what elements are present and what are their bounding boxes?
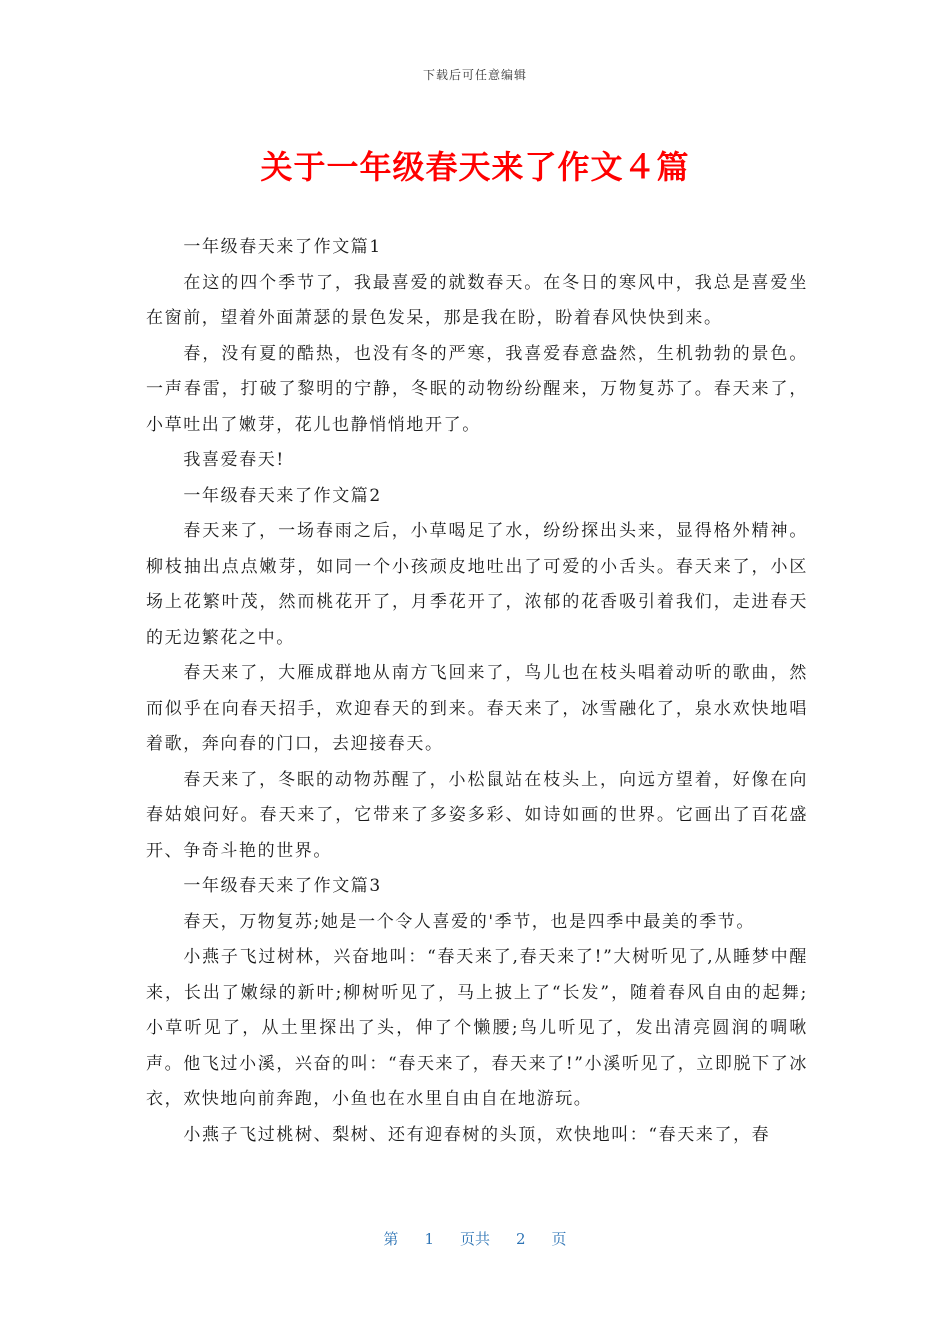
section-heading: 一年级春天来了作文篇1 bbox=[183, 237, 382, 257]
body-paragraph: 小燕子飞过桃树、梨树、还有迎春树的头顶，欢快地叫：“春天来了，春 bbox=[183, 1124, 771, 1145]
page-number: 1 bbox=[424, 1230, 434, 1248]
section-heading: 一年级春天来了作文篇2 bbox=[183, 485, 382, 506]
page-middle: 页共 bbox=[459, 1230, 490, 1248]
section-heading: 一年级春天来了作文篇3 bbox=[183, 876, 382, 896]
document-title: 关于一年级春天来了作文４篇 bbox=[260, 148, 690, 186]
body-paragraph: 在这的四个季节了，我最喜爱的就数春天。在冬日的寒风中，我总是喜爱坐在窗前，望着外面萧瑟的景色发呆，那是我在盼，盼着春风快快到来。 bbox=[146, 272, 808, 328]
header-note: 下载后可任意编辑 bbox=[422, 68, 527, 82]
body-paragraph: 春天来了，冬眠的动物苏醒了，小松鼠站在枝头上，向远方望着，好像在向春姑娘问好。春天来了，它带来了多姿多彩、如诗如画的世界。它画出了百花盛开、争奇斗艳的世界。 bbox=[146, 769, 808, 861]
page-total: 2 bbox=[516, 1230, 526, 1248]
page-footer bbox=[0, 1228, 950, 1249]
body-paragraph: 我喜爱春天! bbox=[183, 450, 285, 470]
document-body bbox=[146, 230, 808, 1153]
page-prefix: 第 bbox=[383, 1230, 399, 1248]
body-paragraph: 春天来了，大雁成群地从南方飞回来了，鸟儿也在枝头唱着动听的歌曲，然而似乎在向春天招手，欢迎春天的到来。春天来了，冰雪融化了，泉水欢快地唱着歌，奔向春的门口，去迎接春天。 bbox=[146, 663, 808, 754]
body-paragraph: 春天来了，一场春雨之后，小草喝足了水，纷纷探出头来，显得格外精神。柳枝抽出点点嫩芽，如同一个小孩顽皮地吐出了可爱的小舌头。春天来了，小区场上花繁叶茂，然而桃花开了，月季花开了，浓郁的花香吸引着我们，走进春天的无边繁花之中。 bbox=[146, 521, 808, 648]
body-paragraph: 春，没有夏的酷热，也没有冬的严寒，我喜爱春意盎然，生机勃勃的景色。一声春雷，打破了黎明的宁静，冬眠的动物纷纷醒来，万物复苏了。春天来了，小草吐出了嫩芽，花儿也静悄悄地开了。 bbox=[146, 343, 808, 435]
body-paragraph: 小燕子飞过树林，兴奋地叫：“春天来了,春天来了!”大树听见了,从睡梦中醒来，长出了嫩绿的新叶;柳树听见了，马上披上了“长发”，随着春风自由的起舞;小草听见了，从土里探出了头，伸了个懒腰;鸟儿听见了，发出清亮圆润的啁啾声。他飞过小溪，兴奋的叫：“春天来了，春天来了!”小溪听见了，立即脱下了冰衣，欢快地向前奔跑，小鱼也在水里自由自在地游玩。 bbox=[146, 947, 808, 1109]
body-paragraph: 春天，万物复苏;她是一个令人喜爱的'季节，也是四季中最美的季节。 bbox=[183, 911, 755, 932]
page-suffix: 页 bbox=[551, 1230, 567, 1248]
